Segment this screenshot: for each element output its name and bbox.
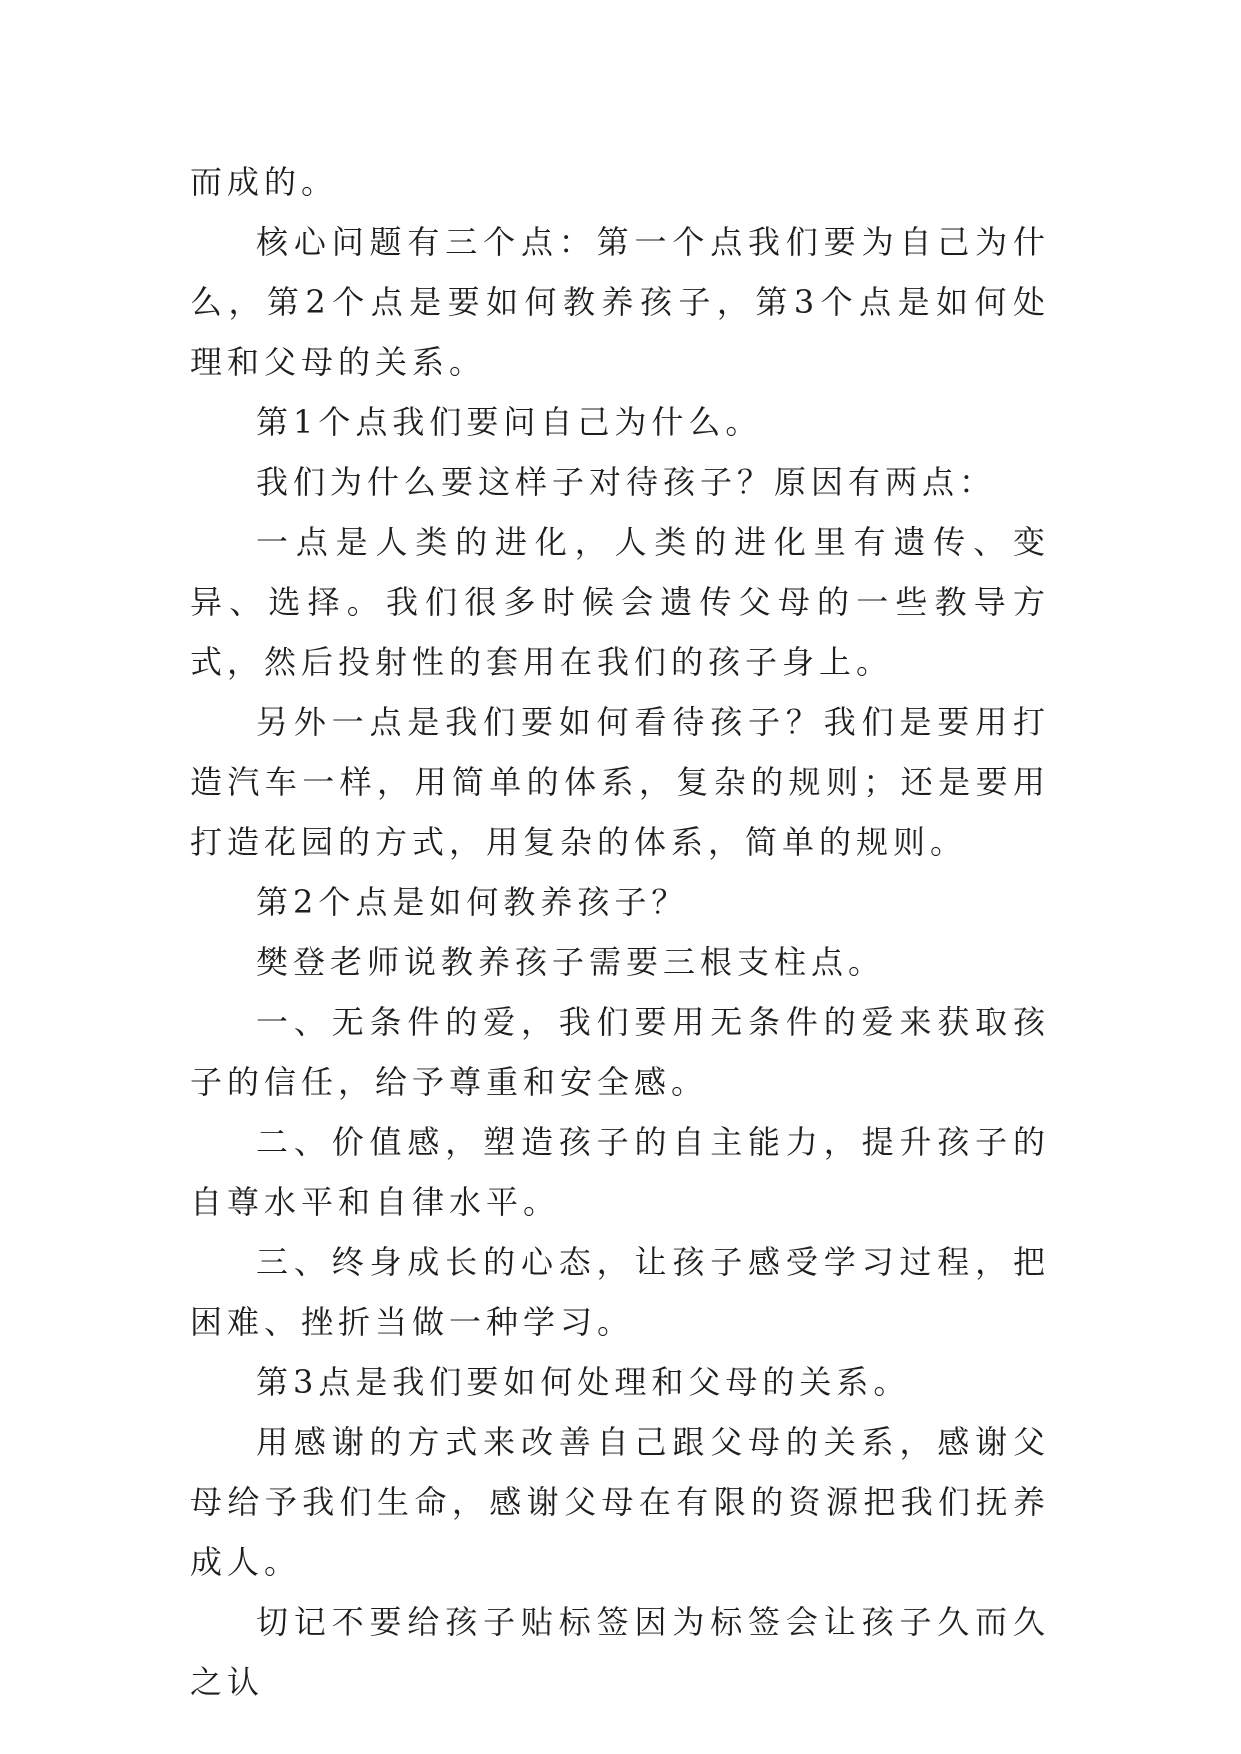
- paragraph-3: 第1个点我们要问自己为什么。: [256, 403, 763, 441]
- paragraph-8: 樊登老师说教养孩子需要三根支柱点。: [256, 943, 886, 981]
- paragraph-4: 我们为什么要这样子对待孩子？原因有两点：: [256, 463, 997, 501]
- paragraph-2: 核心问题有三个点：第一个点我们要为自己为什么，第2个点是要如何教养孩子，第3个点是如何处理和父母的关系。: [190, 223, 1050, 381]
- paragraph-14: 切记不要给孩子贴标签因为标签会让孩子久而久之认: [190, 1603, 1050, 1701]
- paragraph-1: 而成的。: [190, 163, 339, 201]
- paragraph-6: 另外一点是我们要如何看待孩子？我们是要用打造汽车一样，用简单的体系，复杂的规则；还是要用打造花园的方式，用复杂的体系，简单的规则。: [190, 703, 1050, 861]
- paragraph-5: 一点是人类的进化，人类的进化里有遗传、变异、选择。我们很多时候会遗传父母的一些教导方式，然后投射性的套用在我们的孩子身上。: [190, 523, 1050, 681]
- paragraph-13: 用感谢的方式来改善自己跟父母的关系，感谢父母给予我们生命，感谢父母在有限的资源把我们抚养成人。: [190, 1423, 1050, 1581]
- paragraph-10: 二、价值感，塑造孩子的自主能力，提升孩子的自尊水平和自律水平。: [190, 1123, 1050, 1221]
- paragraph-12: 第3点是我们要如何处理和父母的关系。: [256, 1363, 911, 1401]
- paragraph-11: 三、终身成长的心态，让孩子感受学习过程，把困难、挫折当做一种学习。: [190, 1243, 1050, 1341]
- paragraph-9: 一、无条件的爱，我们要用无条件的爱来获取孩子的信任，给予尊重和安全感。: [190, 1003, 1050, 1101]
- document-body: [190, 152, 1050, 1712]
- paragraph-7: 第2个点是如何教养孩子？: [256, 883, 689, 921]
